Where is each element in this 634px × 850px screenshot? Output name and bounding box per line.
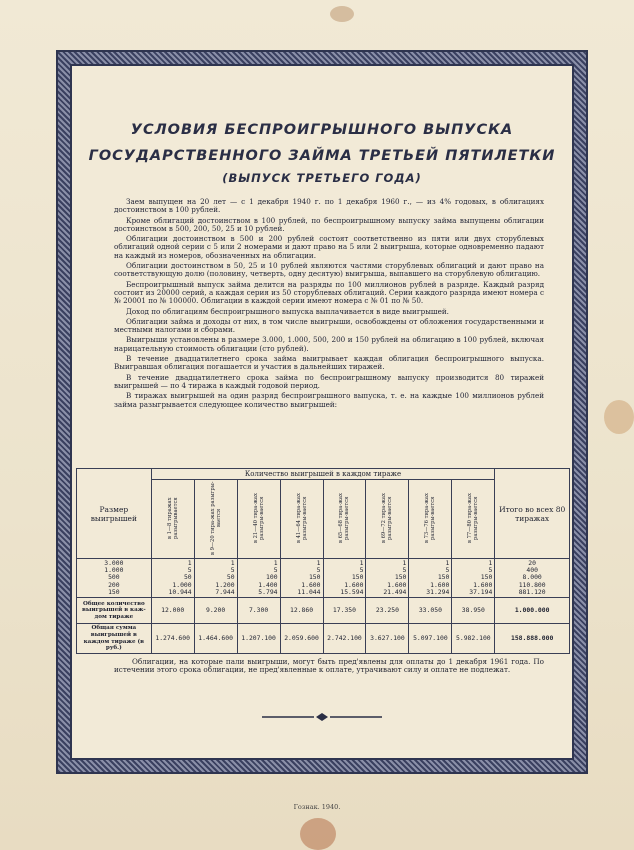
total-count-cell: 12.000 bbox=[151, 598, 194, 624]
total-sum-all: 158.888.000 bbox=[495, 624, 570, 654]
printer-imprint: Гознак. 1940. bbox=[293, 803, 341, 811]
total-sum-cell: 1.207.100 bbox=[237, 624, 280, 654]
paragraph: Кроме облигаций достоинством в 100 рублей, по беспроигрышному выпуску займа выпущены облигации достоинством в 500, 200, 50, 25 и 10 рублей. bbox=[114, 215, 544, 233]
divider-ornament bbox=[260, 712, 384, 722]
paragraph: Выигрыши установлены в размере 3.000, 1.000, 500, 200 и 150 рублей на облигацию в 100 рублей, включая нарицательную стоимость облигации (сто рублей). bbox=[114, 335, 544, 353]
total-count-cell: 23.250 bbox=[366, 598, 409, 624]
total-count-cell: 7.300 bbox=[237, 598, 280, 624]
paragraph: В течение двадцатилетнего срока займа выигрывает каждая облигация беспроигрышного выпуска. Выигравшая облигация погашается и участия в дальнейших тиражей. bbox=[114, 354, 544, 372]
total-sum-cell: 2.742.100 bbox=[323, 624, 366, 654]
group-header: Количество выигрышей в каждом тираже bbox=[151, 469, 495, 480]
draw-column-header: в 73—76 тира-жах разыгры-вается bbox=[409, 480, 452, 559]
draw-values: 1 5 50 1.000 10.944 bbox=[151, 559, 194, 598]
draw-column-header: в 65—68 тира-жах разыгры-вается bbox=[323, 480, 366, 559]
document-content bbox=[70, 62, 574, 762]
size-values: 3.000 1.000 500 200 150 bbox=[77, 559, 152, 598]
draw-column-header: в 69—72 тира-жах разыгры-вается bbox=[366, 480, 409, 559]
draw-column-header: в 41—64 тира-жах разыгры-вается bbox=[280, 480, 323, 559]
draw-values: 1 5 150 1.600 37.194 bbox=[452, 559, 495, 598]
paragraph: Облигации достоинством в 500 и 200 рублей состоят соответственно из пяти или двух сторублевых облигаций одной серии с 5 или 2 номерами и дают право на 5 или 2 выигрыша, которые одновременно падают на каждый из номеров, обозначенных на облигации. bbox=[114, 234, 544, 260]
draw-column-header: в 21—40 тира-жах разыгры-вается bbox=[237, 480, 280, 559]
paragraph: Беспроигрышный выпуск займа делится на разряды по 100 миллионов рублей в разряде. Каждый разряд состоит из 20000 серий, а каждая серия из 50 сторублевых облигаций. Серии каждого разряда имеют номера с № 20001 по № 100000. Облигации в каждой серии имеют номера с № 01 по № 50. bbox=[114, 279, 544, 306]
total-sum-label: Общая сумма выигрышей в каждом тираже (в руб.) bbox=[77, 624, 152, 654]
paragraph: В тиражах выигрышей на один разряд беспроигрышного выпуска, т. е. на каждые 100 миллионов рублей займа разыгрывается следующее количество выигрышей: bbox=[114, 391, 544, 409]
draw-values: 1 5 150 1.600 21.494 bbox=[366, 559, 409, 598]
total-count-cell: 12.860 bbox=[280, 598, 323, 624]
total-sum-cell: 1.464.600 bbox=[194, 624, 237, 654]
total-count-all: 1.000.000 bbox=[495, 598, 570, 624]
size-header: Размер выигрышей bbox=[77, 469, 152, 559]
closing-text bbox=[114, 658, 544, 675]
total-count-cell: 33.050 bbox=[409, 598, 452, 624]
draw-values: 1 5 50 1.200 7.944 bbox=[194, 559, 237, 598]
paragraph: Облигации достоинством в 50, 25 и 10 рублей являются частями сторублевых облигаций и дают право на соответствующую долю (половину, четверть, одну десятую) выигрыша, выпавшего на сторублевую облигацию. bbox=[114, 261, 544, 279]
draw-column-header: в 77—80 тира-жах разыгры-вается bbox=[452, 480, 495, 559]
stain-top bbox=[330, 6, 354, 22]
stain-right bbox=[604, 400, 634, 434]
paragraph: Облигации займа и доходы от них, в том числе выигрыши, освобождены от обложения государственными и местными налогами и сборами. bbox=[114, 316, 544, 335]
total-count-label: Общее количество выигрышей в каж-дом тираже bbox=[77, 598, 152, 624]
paragraph: Заем выпущен на 20 лет — с 1 декабря 1940 г. по 1 декабря 1960 г., — из 4% годовых, в облигациях достоинством в 100 рублей. bbox=[114, 197, 544, 215]
draw-values: 1 5 150 1.600 15.594 bbox=[323, 559, 366, 598]
draw-values: 1 5 150 1.600 31.294 bbox=[409, 559, 452, 598]
total-sum-cell: 5.097.100 bbox=[409, 624, 452, 654]
draw-values: 1 5 100 1.400 5.794 bbox=[237, 559, 280, 598]
title-line-3: (ВЫПУСК ТРЕТЬЕГО ГОДА) bbox=[222, 171, 422, 185]
total-values: 20 400 8.000 110.800 881.120 bbox=[495, 559, 570, 598]
draw-column-header: в 9—20 тира-жах разыгры-вается bbox=[194, 480, 237, 559]
draw-values: 1 5 150 1.600 11.044 bbox=[280, 559, 323, 598]
prize-table bbox=[76, 468, 570, 654]
paragraph: Доход по облигациям беспроигрышного выпуска выплачивается в виде выигрышей. bbox=[126, 306, 449, 316]
total-sum-cell: 5.982.100 bbox=[452, 624, 495, 654]
paragraph: В течение двадцатилетнего срока займа по беспроигрышному выпуску производится 80 тиражей выигрышей — по 4 тиража в каждый годовой период. bbox=[114, 372, 544, 390]
total-sum-cell: 3.627.100 bbox=[366, 624, 409, 654]
conditions-text bbox=[114, 198, 544, 411]
total-count-cell: 17.350 bbox=[323, 598, 366, 624]
title-line-2: ГОСУДАРСТВЕННОГО ЗАЙМА ТРЕТЬЕЙ ПЯТИЛЕТКИ bbox=[88, 148, 556, 164]
total-count-cell: 38.950 bbox=[452, 598, 495, 624]
total-sum-cell: 2.059.600 bbox=[280, 624, 323, 654]
stain-bottom bbox=[300, 818, 336, 850]
draw-column-header: в 1—8 тиражах разыгрывается bbox=[151, 480, 194, 559]
total-count-cell: 9.200 bbox=[194, 598, 237, 624]
total-sum-cell: 1.274.600 bbox=[151, 624, 194, 654]
total-header: Итого во всех 80 тиражах bbox=[495, 469, 570, 559]
title-line-1: УСЛОВИЯ БЕСПРОИГРЫШНОГО ВЫПУСКА bbox=[130, 122, 514, 138]
closing-paragraph: Облигации, на которые пали выигрыши, могут быть пред'явлены для оплаты до 1 декабря 1961 года. По истечении этого срока облигации, не пред'явленные к оплате, утрачивают силу и оплате не подлежат. bbox=[114, 657, 544, 675]
